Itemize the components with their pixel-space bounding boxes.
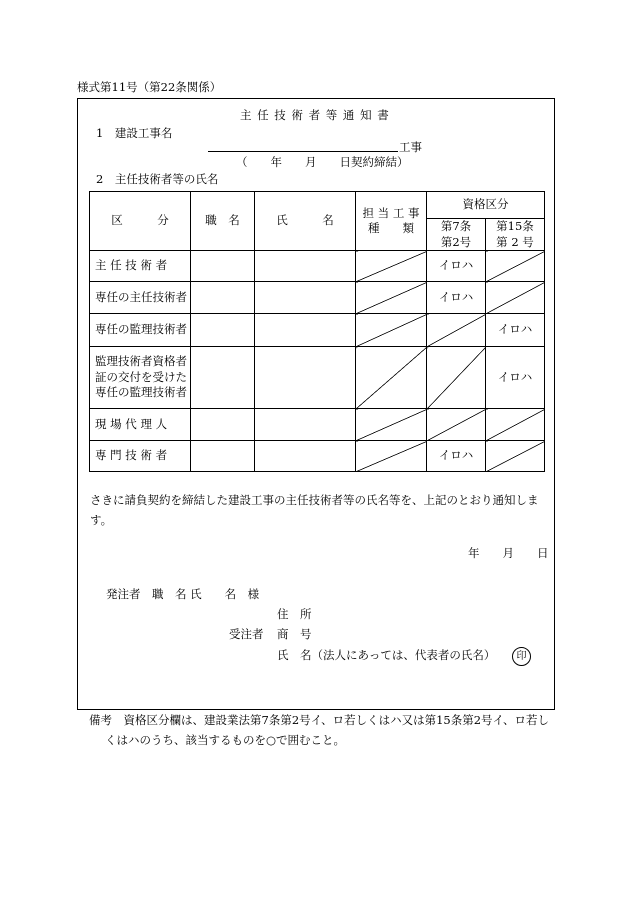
position-cell[interactable] [191, 251, 255, 282]
contractor-address-label: 住 所 [277, 607, 312, 621]
table-row [90, 347, 545, 409]
header-name: 氏 名 [255, 192, 356, 251]
header-qualification: 資格区分 [427, 192, 545, 219]
contractor-company-label: 商 号 [277, 627, 312, 641]
notice-text [90, 490, 548, 530]
document-title: 主 任 技 術 者 等 通 知 書 [240, 108, 390, 122]
name-cell[interactable] [255, 314, 356, 347]
remarks-line-1: 備考 資格区分欄は、建設業法第7条第2号イ、ロ若しくはハ又は第15条第2号イ、ロ若し [89, 713, 550, 727]
row-category: 主 任 技 術 者 [90, 251, 191, 282]
remarks-line-2: くはハのうち、該当するものを○で囲むこと。 [105, 733, 346, 747]
contractor-label: 受注者 [229, 627, 264, 641]
position-cell[interactable] [191, 282, 255, 314]
header-category: 区 分 [90, 192, 191, 251]
orderer-line: 発注者 職 名 氏 名 様 [106, 587, 260, 601]
seal-mark: 印 [512, 647, 531, 666]
row-category: 専任の主任技術者 [90, 282, 191, 314]
row-category: 監理技術者資格者証の交付を受けた専任の監理技術者 [90, 347, 191, 409]
position-cell[interactable] [191, 441, 255, 472]
name-cell[interactable] [255, 347, 356, 409]
staff-table [89, 191, 545, 472]
art7-cell [427, 314, 486, 347]
position-cell[interactable] [191, 409, 255, 441]
name-cell[interactable] [255, 409, 356, 441]
name-cell[interactable] [255, 251, 356, 282]
position-cell[interactable] [191, 347, 255, 409]
art15-cell [486, 282, 545, 314]
section2-label: 2 主任技術者等の氏名 [96, 172, 219, 186]
header-art7: 第7条 第2号 [427, 219, 486, 251]
header-position: 職 名 [191, 192, 255, 251]
notice-date[interactable]: 年 月 日 [468, 546, 549, 560]
work-type-cell [356, 251, 427, 282]
section1-label: 1 建設工事名 [96, 126, 173, 140]
table-row [90, 314, 545, 347]
work-type-cell [356, 314, 427, 347]
art7-cell [427, 347, 486, 409]
name-cell[interactable] [255, 441, 356, 472]
notice-line-1: さきに請負契約を締結した建設工事の主任技術者等の氏名等を、上記のとおり通知しま [90, 493, 539, 507]
header-work-type: 担 当 工 事 種 類 [356, 192, 427, 251]
table-row [90, 282, 545, 314]
work-type-cell [356, 409, 427, 441]
row-category: 専任の監理技術者 [90, 314, 191, 347]
art7-cell[interactable]: イロハ [427, 282, 486, 314]
table-row [90, 441, 545, 472]
art15-cell[interactable]: イロハ [486, 347, 545, 409]
table-row [90, 251, 545, 282]
contractor-name-label: 氏 名（法人にあっては、代表者の氏名） [277, 648, 496, 662]
row-category: 現 場 代 理 人 [90, 409, 191, 441]
contract-date-line: （ 年 月 日契約締結） [236, 155, 409, 169]
art7-cell [427, 409, 486, 441]
construction-name-field[interactable] [208, 151, 398, 152]
art15-cell [486, 441, 545, 472]
form-number: 様式第11号（第22条関係） [77, 80, 222, 94]
art15-cell [486, 409, 545, 441]
art7-cell[interactable]: イロハ [427, 441, 486, 472]
art7-cell[interactable]: イロハ [427, 251, 486, 282]
work-type-cell [356, 282, 427, 314]
row-category: 専 門 技 術 者 [90, 441, 191, 472]
art15-cell [486, 251, 545, 282]
work-type-cell [356, 441, 427, 472]
table-row [90, 409, 545, 441]
position-cell[interactable] [191, 314, 255, 347]
work-type-cell [356, 347, 427, 409]
name-cell[interactable] [255, 282, 356, 314]
header-art15: 第15条 第 2 号 [486, 219, 545, 251]
construction-suffix: 工事 [399, 140, 422, 154]
notice-line-2: す。 [90, 513, 113, 527]
art15-cell[interactable]: イロハ [486, 314, 545, 347]
